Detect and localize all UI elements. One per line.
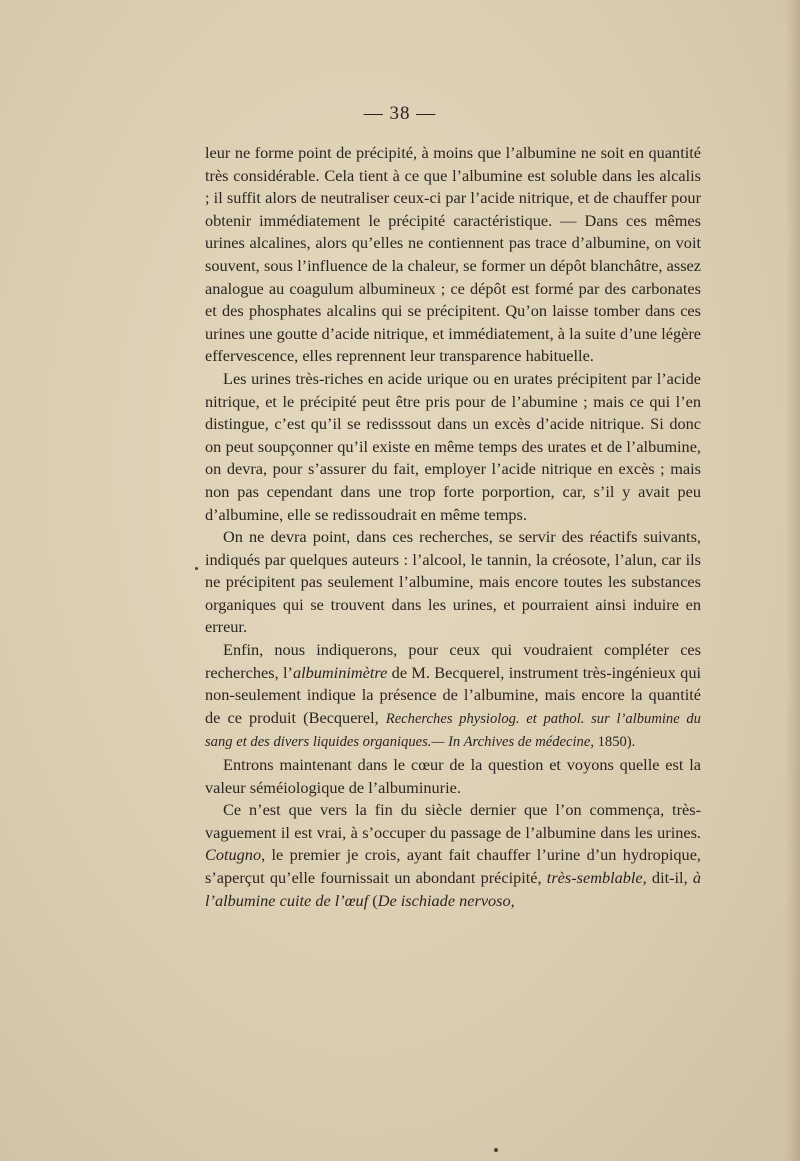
paper-speck [494,1148,498,1152]
italic-text: Cotugno [205,845,262,865]
paragraph [205,526,701,639]
text-run: , 1850). [590,734,636,751]
text-run: Enfin, nous indiquerons, pour ceux qui voudraient compléter ces recherches, l’ [205,640,701,682]
text-run: , dit-il, [642,868,693,887]
paragraph [205,799,701,912]
paragraph [205,368,701,526]
paragraph [205,639,701,754]
text-run: de M. Becquerel, instrument très-ingénieux qui non-seulement indique la présence de l’albumine, mais encore la quantité de ce produit (Becquerel, [205,662,701,727]
italic-text: albuminimètre [292,662,388,682]
paragraph [205,754,701,799]
text-run: On ne devra point, dans ces recherches, se servir des réactifs suivants, indiqués par quelques auteurs : l’alcool, le tannin, la créosote, l’alun, car ils ne précipitent pas seulement l’albumine, mais encore toutes les substances organiques qui se trouvent dans les urines, et pourraient ainsi induire en erreur. [205,527,701,637]
text-run: ( [368,890,378,910]
body-text [205,142,701,912]
page-edge-shadow [786,0,800,1161]
text-run: leur ne forme point de précipité, à moins que l’albumine ne soit en quantité très considérable. Cela tient à ce que l’albumine est soluble dans les alcalis ; il suffit alors de neutraliser ceux-ci par l’acide nitrique, et de chauffer pour obtenir immédiatement le précipité caractéristique. — Dans ces mêmes urines alcalines, alors qu’elles ne contiennent pas trace d’albumine, on voit souvent, sous l’influence de la chaleur, se former un dépôt blanchâtre, assez analogue au coagulum albumineux ; ce dépôt est formé par des carbonates et des phosphates alcalins qui se précipitent. Qu’on laisse tomber dans ces urines une goutte d’acide nitrique, et immédiatement, à la suite d’une légère effervescence, elles reprennent leur transparence habituelle. [205,143,701,366]
italic-text: très-semblable [546,868,643,887]
paper-speck [195,567,198,570]
text-run: Ce n’est que vers la fin du siècle dernier que l’on commença, très-vaguement il est vrai, à s’occuper du passage de l’albumine dans les urines. [205,800,701,842]
italic-text: Recherches physiolog. et pathol. sur l’albumine du sang et des divers liquides organiques.— In Archives de médecine [205,710,701,751]
italic-text: De ischiade nervoso, [377,890,515,910]
italic-text: à l’albumine cuite de l’œuf [205,868,701,910]
text-run: Entrons maintenant dans le cœur de la question et voyons quelle est la valeur séméiologique de l’albuminurie. [205,755,701,797]
text-run: , le premier je crois, ayant fait chauffer l’urine d’un hydropique, s’aperçut qu’elle fournissait un abondant précipité, [205,845,701,887]
text-run: Les urines très-riches en acide urique ou en urates précipitent par l’acide nitrique, et le précipité peut être pris pour de l’abumine ; mais ce qui l’en distingue, c’est qu’il se redisssout dans un excès d’acide nitrique. Si donc on peut soupçonner qu’il existe en même temps des urates et de l’albumine, on devra, pour s’assurer du fait, employer l’acide nitrique en excès ; mais non pas cependant dans une trop forte porportion, car, s’il y avait peu d’albumine, elle se redissoudrait en même temps. [205,368,701,524]
page-number: — 38 — [363,103,437,124]
paragraph [205,142,701,368]
